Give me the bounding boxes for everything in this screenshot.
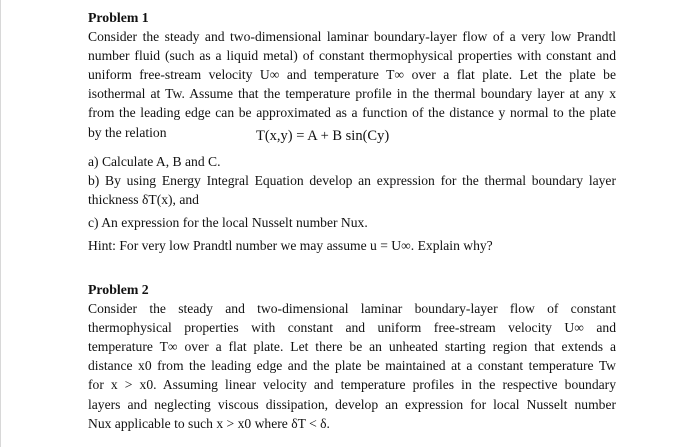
problem-2-line: temperature T∞ over a flat plate. Let there be an unheated starting region that extends a — [88, 339, 616, 355]
problem-1-line: by the relation — [88, 124, 167, 140]
item-a: a) Calculate A, B and C. — [88, 154, 221, 169]
problem-2-line: Nux applicable to such x > x0 where δT < δ. — [88, 415, 330, 431]
equation: T(x,y) = A + B sin(Cy) — [256, 128, 390, 144]
problem-2-line: thermophysical properties with constant and uniform free-stream velocity U∞ and — [88, 320, 616, 336]
problem-2-title: Problem 2 — [88, 282, 149, 297]
problem-1-title: Problem 1 — [88, 10, 149, 25]
problem-1-line: Consider the steady and two-dimensional laminar boundary-layer flow of a very low Prandtl — [88, 29, 616, 45]
problem-1-line: from the leading edge can be approximated as a function of the distance y normal to the plate — [88, 105, 616, 121]
problem-2-line: layers and neglecting viscous dissipation, develop an expression for local Nusselt number — [88, 396, 616, 412]
problem-1 — [88, 8, 616, 142]
problem-2-line: Consider the steady and two-dimensional laminar boundary-layer flow of constant — [88, 301, 616, 317]
item-c: c) An expression for the local Nusselt number Nux. — [88, 215, 368, 231]
problem-1-items — [88, 152, 616, 255]
problem-1-line: uniform free-stream velocity U∞ and temperature T∞ over a flat plate. Let the plate be — [88, 67, 616, 83]
item-b: b) By using Energy Integral Equation develop an expression for the thermal boundary layer — [88, 173, 616, 189]
hint: Hint: For very low Prandtl number we may assume u = U∞. Explain why? — [88, 238, 493, 254]
problem-1-line: isothermal at Tw. Assume that the temperature profile in the thermal boundary layer at any x — [88, 86, 616, 102]
item-b-cont: thickness δT(x), and — [88, 192, 199, 208]
problem-1-line: number fluid (such as a liquid metal) of constant thermophysical properties with constant and — [88, 48, 616, 64]
problem-2 — [88, 280, 616, 433]
problem-2-line: for x > x0. Assuming linear velocity and temperature profiles in the respective boundary — [88, 377, 616, 393]
problem-2-line: distance x0 from the leading edge and the plate be maintained at a constant temperature Tw — [88, 358, 616, 374]
